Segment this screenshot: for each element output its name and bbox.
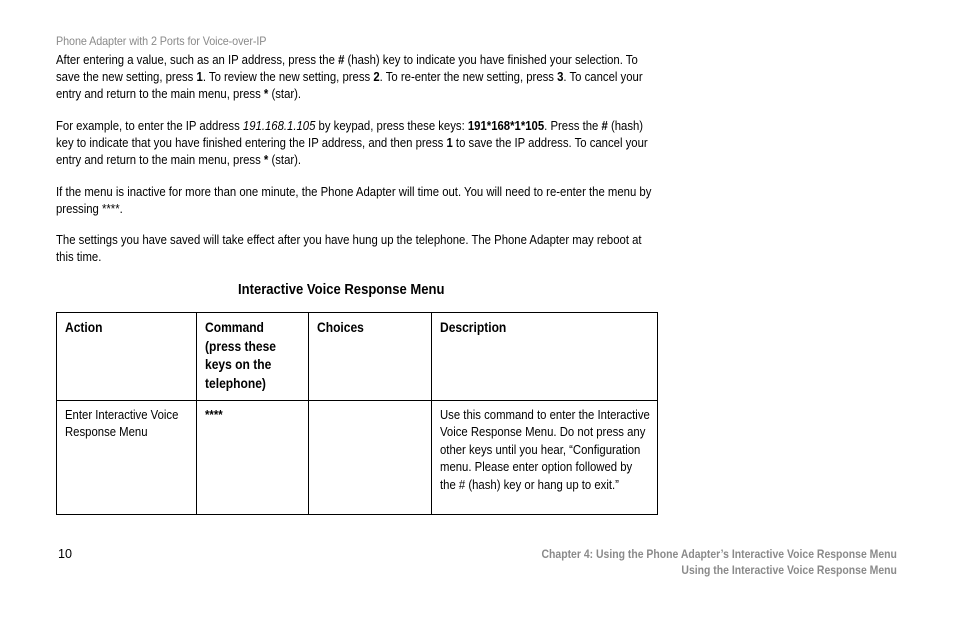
- running-header: Phone Adapter with 2 Ports for Voice-over-IP: [56, 34, 267, 48]
- key-3: 3: [557, 70, 564, 85]
- cell-choices: [309, 401, 432, 515]
- column-header-command: Command (press these keys on the telephone): [197, 313, 309, 401]
- key-2: 2: [373, 70, 380, 85]
- key-1: 1: [196, 70, 203, 85]
- key-star: *: [263, 87, 269, 102]
- key-star: *: [263, 153, 269, 168]
- body-text: [56, 52, 657, 281]
- table-header-row: [57, 313, 658, 401]
- example-ip-address: 191.168.1.105: [242, 118, 316, 133]
- paragraph-save-instructions: After entering a value, such as an IP address, press the # (hash) key to indicate you have finished your selection. To save the new setting, press 1. To review the new setting, press 2. To re-enter the new setting, press 3. To cancel your entry and return to the main menu, press * (star).: [56, 53, 643, 102]
- cell-description: Use this command to enter the Interactive Voice Response Menu. Do not press any other keys until you hear, “Configuration menu. Please enter option followed by the # (hash) key or hang up to exit.”: [432, 401, 658, 515]
- table-title: Interactive Voice Response Menu: [238, 282, 445, 298]
- key-1: 1: [446, 136, 453, 150]
- paragraph-timeout: If the menu is inactive for more than one minute, the Phone Adapter will time out. You will need to re-enter the menu by pressing ****.: [56, 184, 652, 216]
- paragraph-ip-example: For example, to enter the IP address 191.168.1.105 by keypad, press these keys: 191*168*1*105. Press the # (hash) key to indicate that you have finished entering the IP address, and then press 1 to save the IP address. To cancel your entry and return to the main menu, press * (star).: [56, 118, 648, 168]
- column-header-description: Description: [432, 313, 658, 401]
- example-key-sequence: 191*168*1*105: [467, 118, 545, 133]
- running-footer: [542, 547, 897, 579]
- column-header-choices: Choices: [309, 313, 432, 401]
- footer-section-title: Using the Interactive Voice Response Menu: [681, 564, 897, 577]
- paragraph-reboot-note: The settings you have saved will take effect after you have hung up the telephone. The Phone Adapter may reboot at this time.: [56, 233, 642, 265]
- cell-action: Enter Interactive Voice Response Menu: [57, 401, 197, 515]
- column-header-action: Action: [57, 313, 197, 401]
- footer-chapter-title: Chapter 4: Using the Phone Adapter’s Interactive Voice Response Menu: [541, 548, 897, 561]
- key-hash: #: [601, 118, 608, 133]
- table-row: [57, 401, 658, 515]
- key-hash: #: [338, 53, 345, 67]
- cell-command: ****: [197, 401, 309, 515]
- page-number: 10: [58, 547, 73, 561]
- ivr-menu-table: [56, 312, 658, 515]
